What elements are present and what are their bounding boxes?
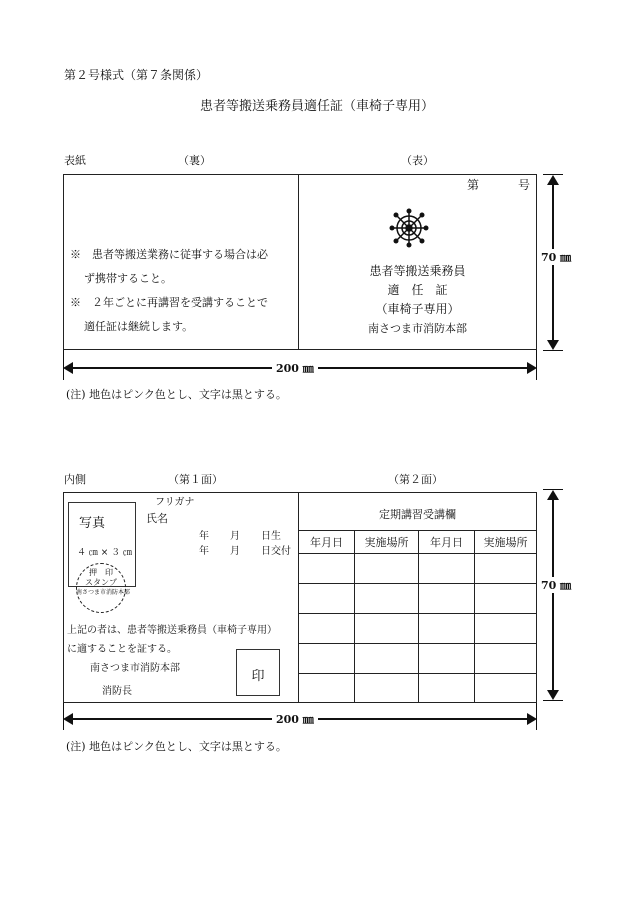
cover-note-line: ※ ２年ごとに再講習を受講することで [70,296,268,309]
cover-label: 表紙 [64,154,86,167]
issue-year: 年 [199,546,209,557]
table-cell[interactable] [419,674,475,703]
birth-year: 年 [199,531,209,542]
table-cell[interactable] [419,644,475,674]
birth-month: 月 [230,531,240,542]
issue-month: 月 [230,546,240,557]
arrow-left-icon [63,362,73,374]
inner-label: 内側 [64,473,86,486]
inner-footnote: (注) 地色はピンク色とし、文字は黒とする。 [66,740,287,753]
table-cell[interactable] [355,584,419,614]
certify-line-2: に適することを証する。 [67,644,177,655]
table-row [299,584,537,614]
table-cell[interactable] [475,614,537,644]
form-number: 第２号様式（第７条関係） [64,68,209,82]
arrow-up-icon [547,175,559,185]
inner-width-label: 200 ㎜ [272,711,318,727]
card-subtitle: 適 任 証 [387,283,448,297]
table-cell[interactable] [419,554,475,584]
cover-note-line: ※ 患者等搬送業務に従事する場合は必 [70,248,268,261]
inner-issuer: 南さつま市消防本部 [90,663,180,674]
table-cell[interactable] [355,674,419,703]
stamp-line: スタンプ [85,578,117,587]
photo-label: 写真 [79,516,106,531]
table-cell[interactable] [475,584,537,614]
arrow-down-icon [547,690,559,700]
table-header: 実施場所 [355,531,419,554]
arrow-down-icon [547,340,559,350]
table-cell[interactable] [299,584,355,614]
table-cell[interactable] [299,554,355,584]
table-title: 定期講習受講欄 [379,508,456,521]
arrow-right-icon [527,362,537,374]
card-front-text [298,262,537,338]
cover-note-line: 適任証は継続します。 [84,320,194,333]
table-cell[interactable] [299,674,355,703]
cover-width-label: 200 ㎜ [272,360,318,376]
photo-size: ４ ㎝ × ３ ㎝ [77,548,132,558]
cover-height-label: 70 ㎜ [537,249,575,265]
inner-height-label: 70 ㎜ [537,577,575,593]
card-title: 患者等搬送乗務員 [369,264,466,278]
table-cell[interactable] [475,644,537,674]
card-issuer: 南さつま市消防本部 [368,322,467,335]
number-dai: 第 [467,178,480,192]
fire-chief: 消防長 [102,686,132,697]
table-row [299,644,537,674]
lecture-record-table [298,530,537,703]
fire-emblem-icon [389,208,429,248]
table-cell[interactable] [299,614,355,644]
inner-height-dimension-line [552,493,554,696]
table-cell[interactable] [355,614,419,644]
table-cell[interactable] [475,554,537,584]
number-go: 号 [518,178,531,192]
cover-notes [70,243,268,339]
cover-footnote: (注) 地色はピンク色とし、文字は黒とする。 [66,388,287,401]
card-type: （車椅子専用） [375,302,460,316]
cover-note-line: ず携帯すること。 [84,272,172,285]
issue-day: 日交付 [261,546,291,557]
table-cell[interactable] [355,644,419,674]
table-cell[interactable] [299,644,355,674]
cover-back-label: （裏） [178,154,211,167]
table-cell[interactable] [475,674,537,703]
page2-label: （第２面） [388,473,443,486]
birth-day: 日生 [261,531,281,542]
table-cell[interactable] [419,614,475,644]
name-label: 氏名 [146,512,168,525]
arrow-up-icon [547,490,559,500]
stamp-line: 押 印 [89,568,113,577]
table-header: 実施場所 [475,531,537,554]
cover-front-label: （表） [401,154,434,167]
furigana-label: フリガナ [155,497,195,508]
page-title: 患者等搬送乗務員適任証（車椅子専用） [200,99,435,114]
arrow-right-icon [527,713,537,725]
stamp-line: 南さつま市消防本部 [76,589,131,596]
seal-label: 印 [251,669,265,684]
table-row [299,554,537,584]
table-row [299,614,537,644]
certify-line-1: 上記の者は、患者等搬送乗務員（車椅子専用） [67,625,277,636]
table-row [299,674,537,703]
page1-label: （第１面） [168,473,223,486]
table-header: 年月日 [299,531,355,554]
table-cell[interactable] [419,584,475,614]
arrow-left-icon [63,713,73,725]
table-header: 年月日 [419,531,475,554]
stamp-text [76,568,131,598]
table-cell[interactable] [355,554,419,584]
